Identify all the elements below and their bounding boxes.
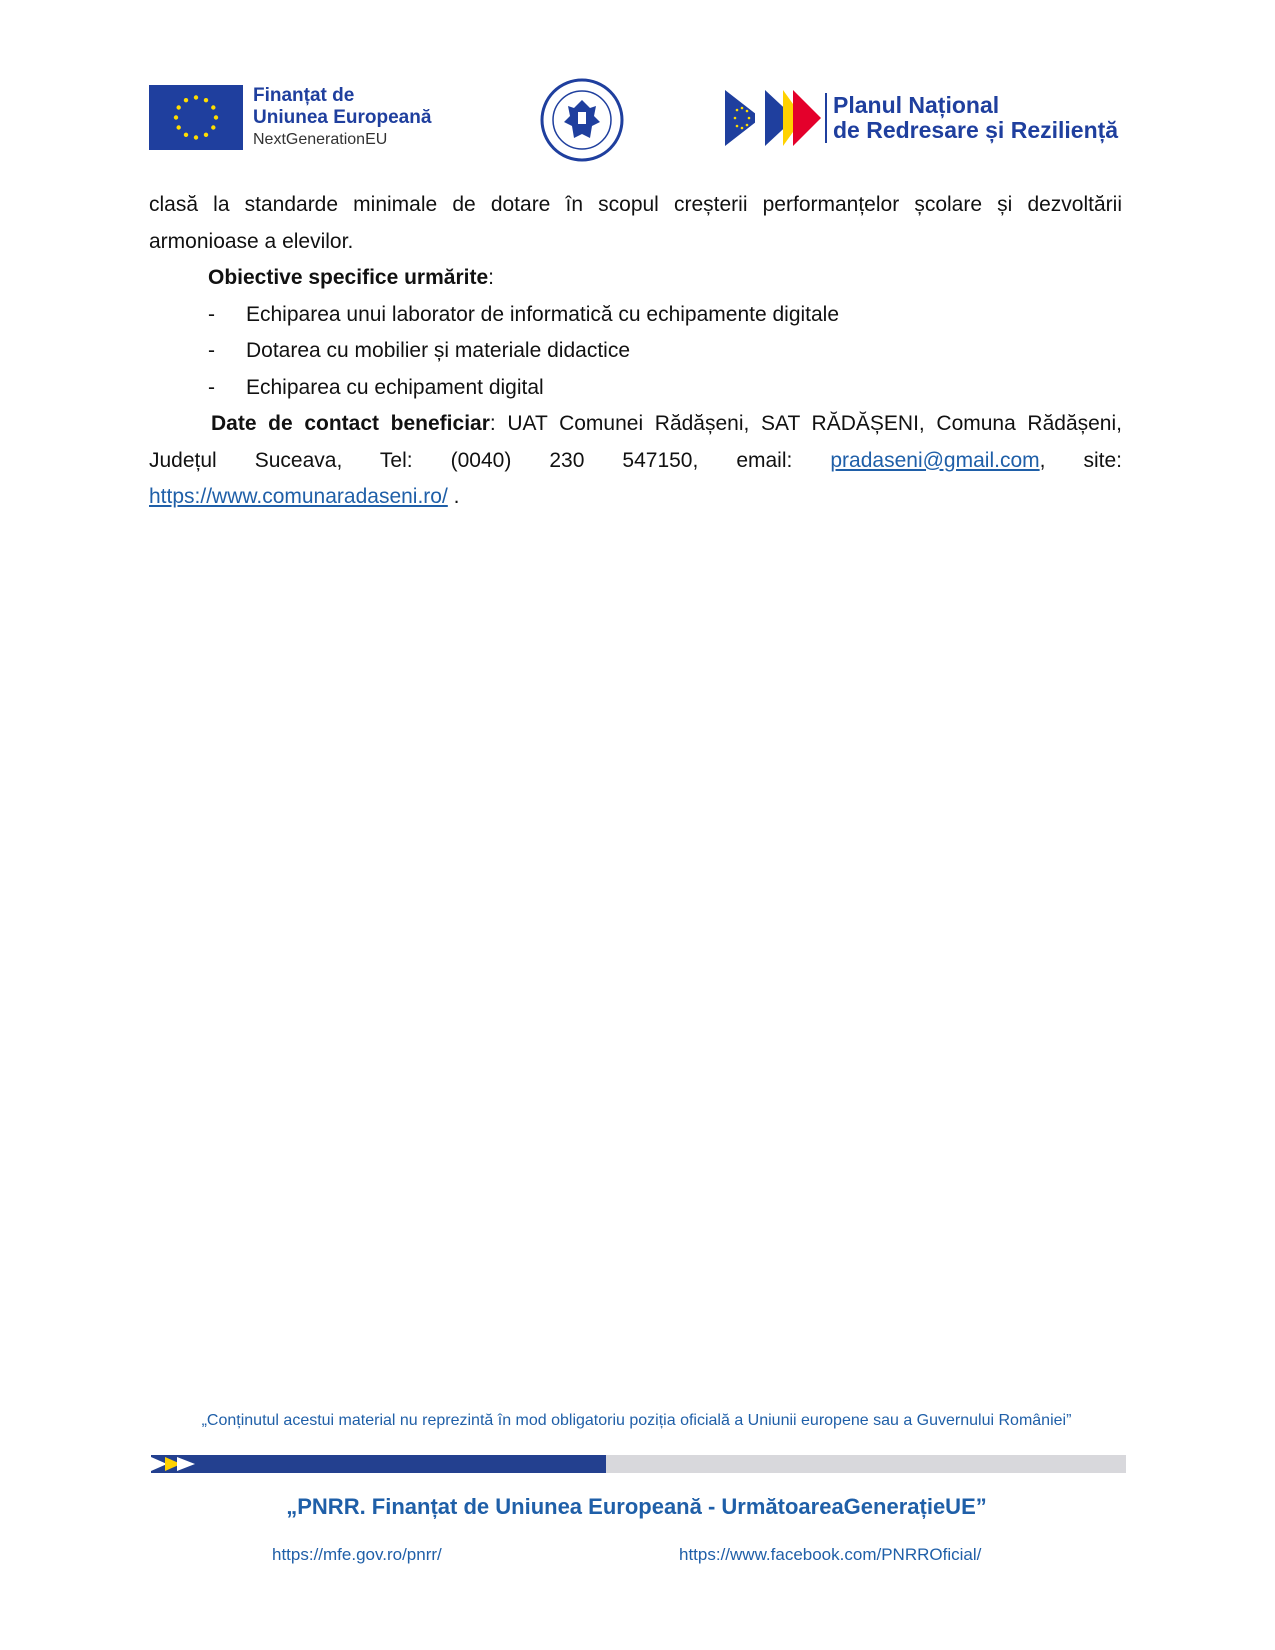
eu-logo-line3: NextGenerationEU <box>253 131 388 149</box>
eu-logo-line2: Uniunea Europeană <box>253 107 432 129</box>
contact-end: . <box>447 485 460 508</box>
objectives-label: Obiective specifice urmărite <box>208 266 489 289</box>
contact-line-3 <box>149 479 1122 516</box>
contact-line-1 <box>149 406 1122 443</box>
footer-slogan: „PNRR. Finanțat de Uniunea Europeană - UrmătoareaGenerațieUE” <box>286 1494 987 1519</box>
eu-logo-line1: Finanțat de <box>253 85 355 107</box>
paragraph-1: clasă la standarde minimale de dotare în scopul creșterii performanțelor școlare și dezvoltării <box>149 193 1122 216</box>
objective-2: Dotarea cu mobilier și materiale didactice <box>246 339 630 362</box>
contact-label: Date de contact beneficiar <box>211 412 490 435</box>
pnrr-logo-line1: Planul Național <box>833 91 1000 118</box>
objectives-colon: : <box>488 266 494 289</box>
objective-1: Echiparea unui laborator de informatică cu echipamente digitale <box>246 302 840 326</box>
bullet-dash: - <box>208 302 215 326</box>
objective-3: Echiparea cu echipament digital <box>246 375 544 399</box>
list-item <box>149 297 1122 334</box>
eu-funding-logo <box>149 85 431 150</box>
list-item <box>149 370 1122 407</box>
eu-flag-icon <box>149 85 243 150</box>
contact-email-link[interactable]: pradaseni@gmail.com <box>830 448 1040 472</box>
footer-arrows-icon <box>151 1455 211 1473</box>
contact-text-1: : UAT Comunei Rădășeni, SAT RĂDĂȘENI, Comuna Rădășeni, <box>489 412 1122 435</box>
disclaimer-text: „Conținutul acestui material nu reprezintă în mod obligatoriu poziția oficială a Uniunii europene sau a Guvernului României” <box>201 1412 1072 1429</box>
contact-site-link[interactable]: https://www.comunaradaseni.ro/ <box>149 485 448 508</box>
contact-text-3: , site: <box>1039 448 1122 472</box>
pnrr-logo <box>725 88 1118 148</box>
pnrr-arrows-icon <box>725 88 821 148</box>
bullet-dash: - <box>208 375 215 399</box>
footer-bar <box>151 1455 1126 1473</box>
objectives-heading <box>149 260 1122 297</box>
paragraph-1-end: armonioase a elevilor. <box>149 229 354 253</box>
footer-link-facebook[interactable]: https://www.facebook.com/PNRROficial/ <box>679 1545 982 1564</box>
contact-line-2 <box>149 443 1122 480</box>
government-seal-icon <box>540 78 624 162</box>
document-body <box>149 187 1122 516</box>
contact-text-2: Județul Suceava, Tel: (0040) 230 547150, email: <box>149 448 831 472</box>
footer-link-mfe[interactable]: https://mfe.gov.ro/pnrr/ <box>272 1545 442 1564</box>
pnrr-logo-line2: de Redresare și Reziliență <box>833 117 1119 143</box>
bullet-dash: - <box>208 339 215 362</box>
list-item <box>149 333 1122 370</box>
